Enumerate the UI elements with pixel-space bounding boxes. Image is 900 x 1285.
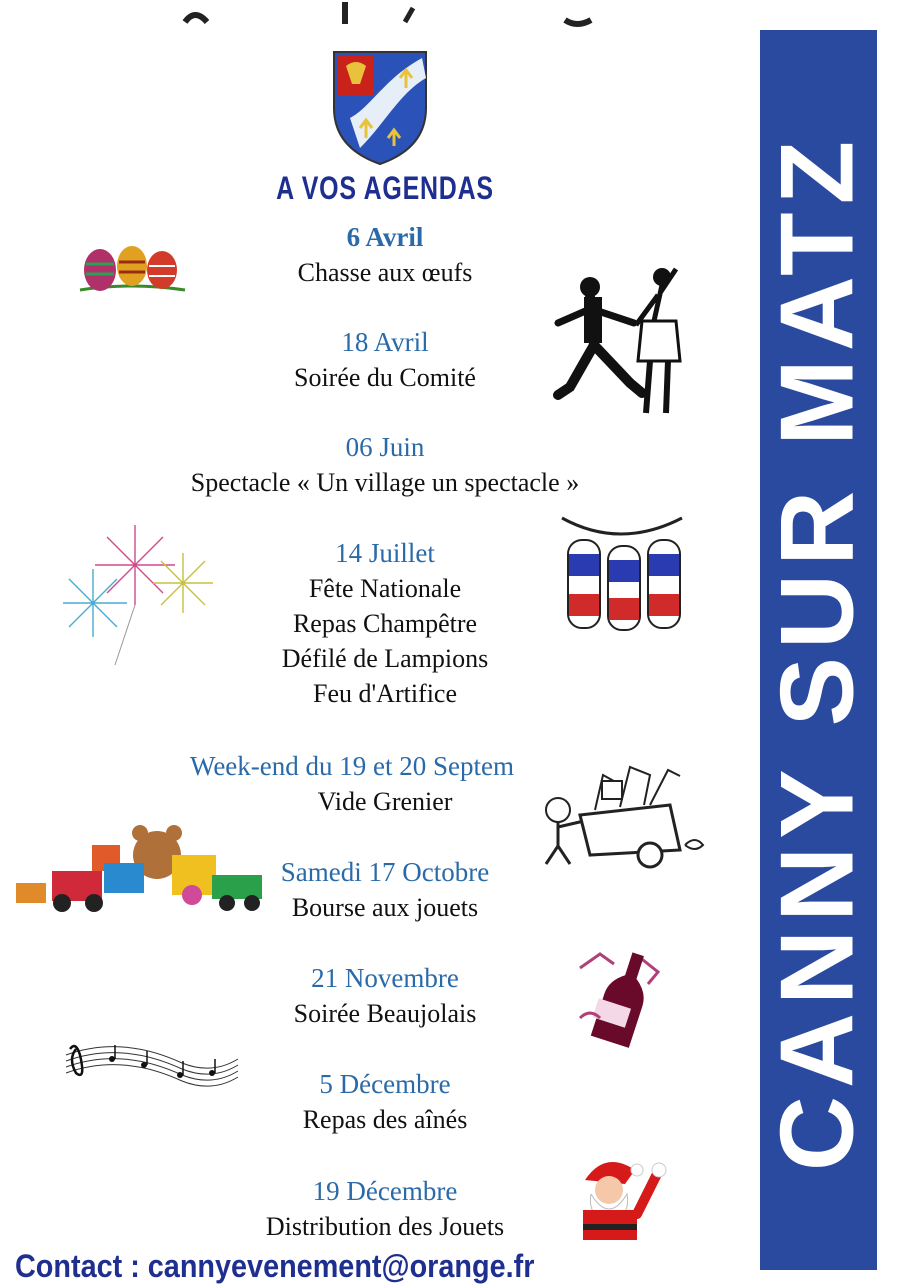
event-beaujolais xyxy=(125,961,645,1031)
flea-market-icon xyxy=(540,755,710,870)
event-line: Repas Champêtre xyxy=(292,609,478,638)
wine-bottle-icon xyxy=(578,948,668,1048)
cropped-top-text xyxy=(150,0,600,30)
event-line: Vide Grenier xyxy=(317,787,453,816)
event-line: Feu d'Artifice xyxy=(312,679,458,708)
dancers-icon xyxy=(550,265,685,425)
event-line: Soirée du Comité xyxy=(294,363,476,392)
event-date: 18 Avril xyxy=(341,327,429,357)
event-line: Distribution des Jouets xyxy=(265,1212,505,1241)
event-show xyxy=(125,430,645,500)
event-line: Défilé de Lampions xyxy=(281,644,489,673)
event-line: Spectacle « Un village un spectacle » xyxy=(190,468,580,497)
event-date: 21 Novembre xyxy=(311,963,459,993)
event-line: Soirée Beaujolais xyxy=(293,999,477,1028)
page-title: A VOS AGENDAS xyxy=(276,170,494,206)
event-date: 19 Décembre xyxy=(312,1176,458,1206)
santa-claus-icon xyxy=(565,1150,670,1245)
contact-line: Contact : cannyevenement@orange.fr xyxy=(15,1248,535,1284)
event-line: Repas des aînés xyxy=(302,1105,468,1134)
event-date: 6 Avril xyxy=(346,222,424,252)
event-line: Chasse aux œufs xyxy=(297,258,473,287)
fireworks-icon xyxy=(55,515,220,665)
easter-eggs-icon xyxy=(78,240,188,300)
lanterns-icon xyxy=(560,510,685,635)
event-date: 14 Juillet xyxy=(335,538,435,568)
cropped-glyphs-icon xyxy=(150,0,600,30)
event-line: Fête Nationale xyxy=(308,574,462,603)
event-date: Samedi 17 Octobre xyxy=(280,857,490,887)
music-notes-icon xyxy=(62,1035,242,1095)
coat-of-arms-icon xyxy=(330,48,430,168)
toys-icon xyxy=(12,815,274,915)
event-line: Bourse aux jouets xyxy=(291,893,479,922)
sidebar-title: CANNY SUR MATZ xyxy=(759,132,876,1172)
event-date: Week-end du 19 et 20 Septem xyxy=(190,751,514,781)
event-date: 06 Juin xyxy=(345,432,425,462)
event-date: 5 Décembre xyxy=(319,1069,451,1099)
